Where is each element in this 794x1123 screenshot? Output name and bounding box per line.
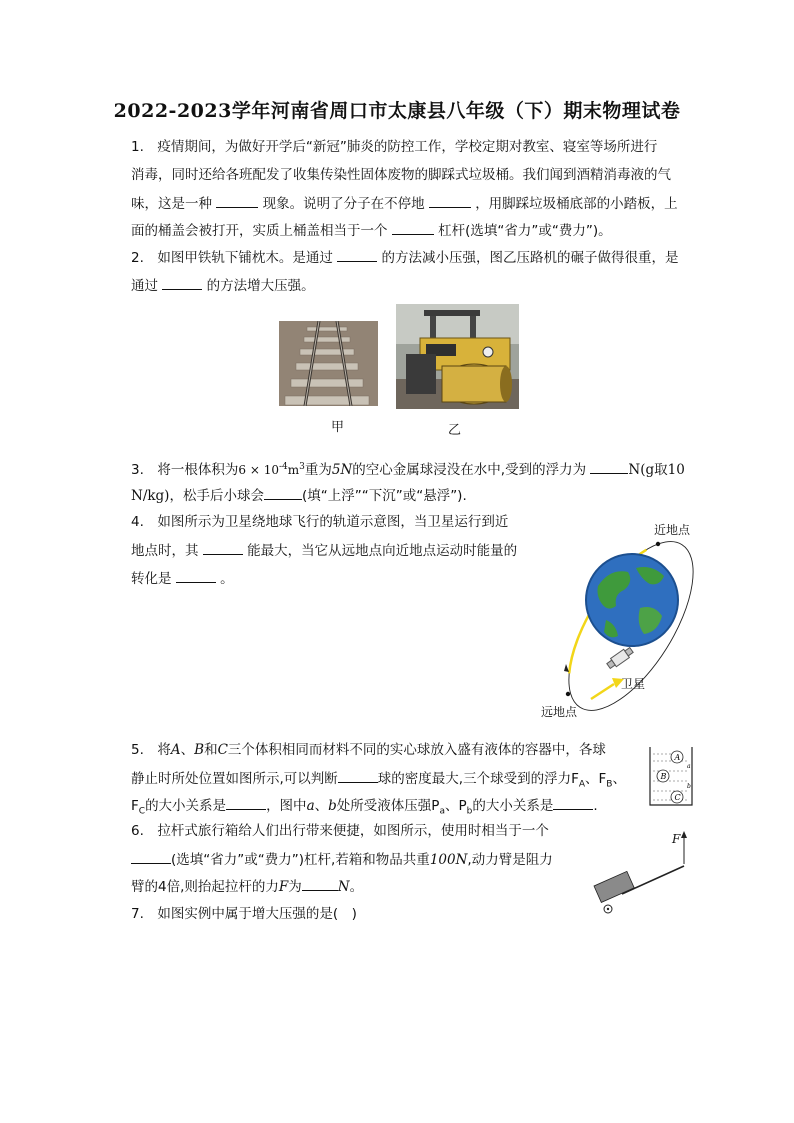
- q5-sub: a: [439, 806, 445, 817]
- q5-text: 、: [612, 771, 626, 787]
- q5-var: a: [306, 798, 315, 814]
- q5-text: 、F: [585, 771, 607, 787]
- q5-var: C: [217, 742, 228, 758]
- q5-answer-blank-2[interactable]: [226, 795, 266, 810]
- q1-text: 现象。说明了分子在不停地: [262, 196, 425, 212]
- q3-weight: 5N: [331, 462, 353, 478]
- q5-text: 、: [314, 798, 329, 814]
- q2-answer-blank-1[interactable]: [337, 247, 377, 262]
- q6-line-3: [131, 876, 363, 897]
- page-title: 2022-2023学年河南省周口市太康县八年级（下）期末物理试卷: [113, 100, 681, 122]
- perigee-point: [656, 542, 660, 546]
- q3-text: 重为: [304, 462, 332, 478]
- q3-answer-blank-2[interactable]: [264, 485, 302, 500]
- satellite-icon: [606, 646, 635, 670]
- q1-text: ，用脚踩垃圾桶底部的小踏板，上: [475, 196, 678, 212]
- q5-line-2: [131, 768, 626, 795]
- handle-rod: [622, 866, 684, 894]
- q5-text: 的大小关系是: [145, 798, 227, 814]
- q1-answer-blank-3[interactable]: [392, 220, 434, 235]
- q5-text: 球的密度最大,三个球受到的浮力: [377, 771, 572, 787]
- apogee-point: [566, 692, 570, 696]
- q4-answer-blank-2[interactable]: [176, 568, 216, 583]
- q6-answer-blank-2[interactable]: [302, 876, 338, 891]
- q3-text: (填“上浮”“下沉”或“悬浮”).: [301, 488, 467, 504]
- q3-line-1: [131, 457, 685, 480]
- q2-text: 的方法减小压强，图乙压路机的碾子做得很重，是: [381, 250, 679, 266]
- suitcase-icon: [594, 871, 634, 902]
- liquid-container-diagram: [647, 745, 695, 807]
- q5-text: F: [131, 798, 139, 814]
- q6-var: N: [337, 879, 350, 895]
- q4-answer-blank-1[interactable]: [203, 540, 243, 555]
- q5-sub: A: [578, 779, 586, 790]
- q5-var: B: [194, 742, 205, 758]
- ball-c-label: C: [674, 793, 681, 802]
- q2-answer-blank-2[interactable]: [162, 275, 202, 290]
- q6-var: F: [278, 879, 289, 895]
- q5-text: ，图中: [266, 798, 307, 814]
- q6-text: 臂的4倍,则抬起拉杆的力: [131, 879, 279, 895]
- q5-line-1: [131, 740, 606, 760]
- q5-answer-blank-3[interactable]: [553, 795, 593, 810]
- q5-text: F: [571, 771, 579, 787]
- q5-text: 、: [180, 742, 195, 758]
- q5-var: b: [328, 798, 337, 814]
- q1-answer-blank-1[interactable]: [216, 193, 258, 208]
- caption-jia: 甲: [331, 420, 345, 435]
- railway-photo: [279, 321, 378, 406]
- q6-line-1: 6. 拉杆式旅行箱给人们出行带来便捷，如图所示，使用时相当于一个: [131, 823, 549, 839]
- q2-text: 2. 如图甲铁轨下铺枕木。是通过: [131, 250, 333, 266]
- q5-text: .: [593, 798, 598, 814]
- q3-answer-blank-1[interactable]: [590, 459, 628, 474]
- q2-text: 的方法增大压强。: [206, 278, 315, 294]
- q5-sub: C: [138, 806, 146, 817]
- q6-text: 。: [349, 879, 364, 895]
- q5-text: 和: [204, 742, 218, 758]
- q3-volume-exponent: -4: [278, 462, 288, 472]
- q3-volume-unit: m: [287, 463, 300, 477]
- q5-text: 三个体积相同而材料不同的实心球放入盛有液体的容器中，各球: [227, 742, 606, 758]
- q6-answer-blank-1[interactable]: [131, 849, 171, 864]
- q5-sub: b: [466, 806, 473, 817]
- q1-answer-blank-2[interactable]: [429, 193, 471, 208]
- q1-text: 杠杆(选填“省力”或“费力”)。: [438, 223, 612, 239]
- q1-line-4: [131, 220, 612, 241]
- q4-line-3: [131, 568, 234, 589]
- q3-volume-unit-exponent: 3: [299, 462, 305, 472]
- force-arrow-icon: [681, 831, 687, 838]
- mark-a: a: [687, 763, 691, 770]
- q5-text: 5. 将: [131, 742, 171, 758]
- q3-text: 3. 将一根体积为: [131, 462, 239, 478]
- q5-line-3: [131, 795, 598, 822]
- q6-line-2: [131, 849, 553, 870]
- q7-line-1: 7. 如图实例中属于增大压强的是( ): [131, 906, 357, 922]
- q5-answer-blank-1[interactable]: [338, 768, 378, 783]
- label-satellite: 卫星: [621, 677, 646, 691]
- road-roller-photo: [396, 304, 519, 409]
- q4-line-2: [131, 540, 517, 561]
- q1-text: 面的桶盖会被打开，实质上桶盖相当于一个: [131, 223, 388, 239]
- q5-text: 、P: [444, 798, 467, 814]
- label-perigee: 近地点: [654, 523, 691, 537]
- q5-text: 静止时所处位置如图所示,可以判断: [131, 771, 338, 787]
- q4-text: 地点时，其: [131, 543, 199, 559]
- ball-a-label: A: [674, 753, 681, 762]
- q2-line-2: [131, 275, 315, 296]
- ball-b-label: B: [660, 772, 667, 781]
- q3-volume-base: 6 × 10: [238, 463, 279, 477]
- q3-text: N/kg)，松手后小球会: [131, 488, 264, 504]
- q2-text: 通过: [131, 278, 158, 294]
- q5-sub: B: [606, 779, 613, 790]
- q6-text: ,动力臂是阻力: [467, 852, 553, 868]
- label-apogee: 远地点: [541, 705, 578, 719]
- q4-line-1: 4. 如图所示为卫星绕地球飞行的轨道示意图，当卫星运行到近: [131, 514, 509, 530]
- q6-var: 100N: [429, 852, 468, 868]
- q6-text: 为: [288, 879, 302, 895]
- q3-text: 的空心金属球浸没在水中,受到的浮力为: [352, 462, 587, 478]
- q6-text: (选填“省力”或“费力”)杠杆,若箱和物品共重: [171, 852, 430, 868]
- q5-text: 的大小关系是: [472, 798, 554, 814]
- q2-line-1: [131, 247, 678, 268]
- mark-b: b: [687, 783, 691, 790]
- q3-volume: [238, 463, 305, 477]
- q4-text: 能最大，当它从远地点向近地点运动时能量的: [247, 543, 518, 559]
- force-label: F: [672, 832, 681, 846]
- q3-text: N(g取10: [628, 462, 685, 478]
- q1-line-1: 1. 疫情期间，为做好开学后“新冠”肺炎的防控工作，学校定期对教室、寝室等场所进行: [131, 139, 658, 155]
- q5-text: 处所受液体压强P: [336, 798, 440, 814]
- q4-text: 转化是: [131, 571, 172, 587]
- q1-line-2: 消毒，同时还给各班配发了收集传染性固体废物的脚踩式垃圾桶。我们闻到酒精消毒液的气: [131, 167, 671, 183]
- q1-line-3: [131, 193, 678, 214]
- q5-var: A: [170, 742, 181, 758]
- q3-line-2: [131, 485, 467, 506]
- q4-text: 。: [220, 571, 234, 587]
- caption-yi: 乙: [448, 423, 462, 438]
- q1-text: 味，这是一种: [131, 196, 212, 212]
